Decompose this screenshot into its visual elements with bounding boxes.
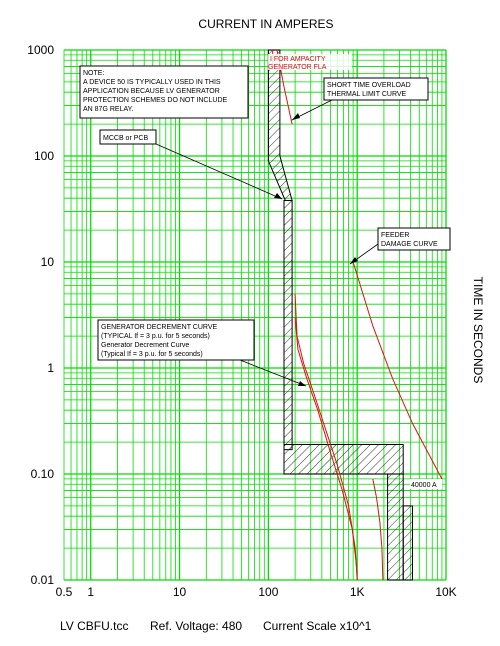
svg-text:(Typical If = 3 p.u. for 5 sec: (Typical If = 3 p.u. for 5 seconds) [101,351,203,358]
y-axis-label: TIME IN SECONDS [471,276,485,384]
svg-text:DAMAGE CURVE: DAMAGE CURVE [381,241,438,248]
y-tick-label: 1000 [27,43,54,57]
x-tick-label: 100 [258,585,279,599]
x-tick-label: 10 [172,585,187,599]
x-tick-label: 1 [87,585,95,599]
thermal-limit-annotation [292,78,428,120]
footer-text: LV CBFU.tcc Ref. Voltage: 480 Current Scale x10^1 [60,619,372,633]
breaker-band-region [284,445,403,475]
y-tick-label: 100 [33,149,54,163]
x-tick-label: 0.5 [55,585,73,599]
svg-text:GENERATOR FLA: GENERATOR FLA [268,64,327,71]
y-tick-label: 1 [47,361,54,375]
svg-text:THERMAL LIMIT CURVE: THERMAL LIMIT CURVE [327,91,407,98]
y-tick-label: 0.10 [30,467,54,481]
svg-text:APPLICATION BECAUSE LV GENERAT: APPLICATION BECAUSE LV GENERATOR [83,88,220,95]
breaker-band-region [268,50,292,201]
chart-title: CURRENT IN AMPERES [198,17,334,31]
svg-text:PROTECTION SCHEMES DO NOT INCL: PROTECTION SCHEMES DO NOT INCLUDE [83,97,228,104]
y-tick-label: 0.01 [30,573,54,587]
svg-text:FEEDER: FEEDER [381,232,410,239]
breaker-band-region [388,474,404,580]
svg-text:MCCB or PCB: MCCB or PCB [103,135,149,142]
breaker-band-region [284,201,292,450]
decrement-annotation [98,320,306,386]
svg-text:40000 A: 40000 A [411,482,437,489]
svg-text:NOTE:: NOTE: [83,70,105,77]
svg-text:A DEVICE 50 IS TYPICALLY USED: A DEVICE 50 IS TYPICALLY USED IN THIS [83,79,221,86]
breaker-band-region [403,506,412,580]
svg-text:AN 87G RELAY.: AN 87G RELAY. [83,106,134,113]
x-tick-label: 10K [435,585,457,599]
y-tick-label: 10 [40,255,54,269]
x-tick-label: 1K [349,585,365,599]
fla-annotation [268,54,352,71]
note-annotation [80,66,248,118]
svg-text:SHORT TIME OVERLOAD: SHORT TIME OVERLOAD [327,82,411,89]
fault-current-annotation [410,479,442,489]
svg-text:(TYPICAL If = 3 p.u. for 5 sec: (TYPICAL If = 3 p.u. for 5 seconds) [101,333,210,340]
svg-text:GENERATOR DECREMENT CURVE: GENERATOR DECREMENT CURVE [101,324,218,331]
feeder-annotation [350,228,450,264]
svg-text:I FOR AMPACITY: I FOR AMPACITY [270,56,326,63]
svg-text:Generator Decrement Curve: Generator Decrement Curve [101,342,190,349]
breaker-band [268,50,412,580]
